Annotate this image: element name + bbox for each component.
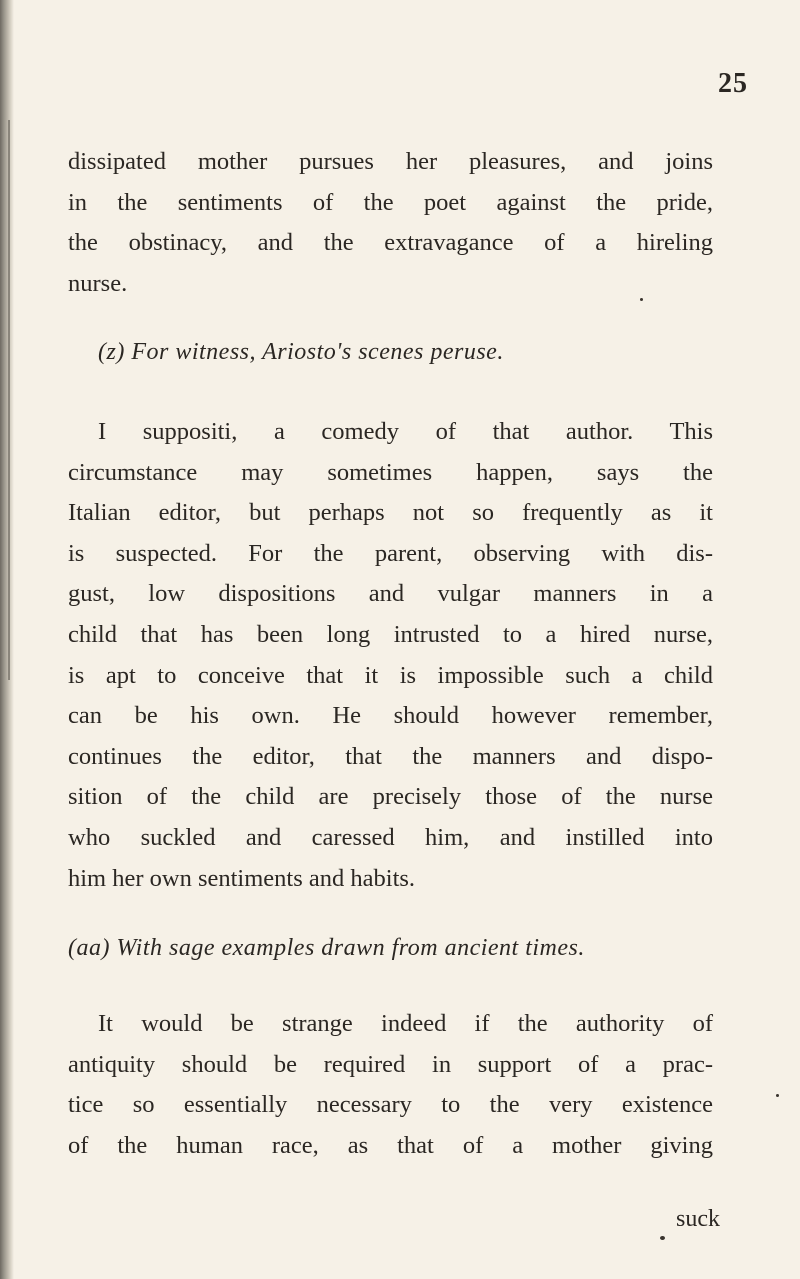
text-line: Italian editor, but perhaps not so frequently as it (68, 499, 713, 527)
paper-speck (660, 1236, 665, 1240)
note-z-body (68, 412, 713, 899)
text-line: circumstance may sometimes happen, says the (68, 458, 713, 486)
paper-speck (776, 1094, 779, 1097)
text-line: dissipated mother pursues her pleasures, and joins (68, 148, 713, 175)
text-line: antiquity should be required in support of a prac- (68, 1050, 713, 1078)
text-line: him her own sentiments and habits. (68, 864, 416, 892)
gutter-line (8, 120, 10, 680)
note-heading: (aa) With sage examples drawn from ancient times. (68, 935, 585, 961)
note-z-heading-wrap (68, 332, 713, 373)
text-line: can be his own. He should however remember, (68, 702, 713, 730)
text-line: sition of the child are precisely those of the nurse (68, 783, 713, 811)
text-line: tice so essentially necessary to the very existence (68, 1091, 713, 1119)
text-line: of the human race, as that of a mother giving (68, 1131, 713, 1159)
text-line: It would be strange indeed if the authority of (98, 1010, 713, 1037)
paragraph-continuation (68, 142, 713, 304)
text-line: child that has been long intrusted to a hired nurse, (68, 620, 713, 648)
text-line: nurse. (68, 269, 128, 297)
catchword: suck (676, 1206, 720, 1232)
text-line: is suspected. For the parent, observing with dis- (68, 539, 713, 567)
paper-speck (640, 298, 643, 301)
text-line: who suckled and caressed him, and instilled into (68, 823, 713, 851)
text-line: in the sentiments of the poet against the pride, (68, 188, 713, 216)
text-line: continues the editor, that the manners and dispo- (68, 742, 713, 770)
text-line: gust, low dispositions and vulgar manners in a (68, 580, 713, 608)
note-heading: (z) For witness, Ariosto's scenes peruse. (98, 339, 504, 365)
note-aa-heading-wrap (68, 928, 713, 969)
page-number: 25 (718, 68, 748, 99)
text-line: I suppositi, a comedy of that author. This (98, 418, 713, 445)
text-line: the obstinacy, and the extravagance of a hireling (68, 229, 713, 257)
text-line: is apt to conceive that it is impossible such a child (68, 661, 713, 689)
note-aa-body (68, 1004, 713, 1166)
book-spine-shadow (0, 0, 14, 1279)
